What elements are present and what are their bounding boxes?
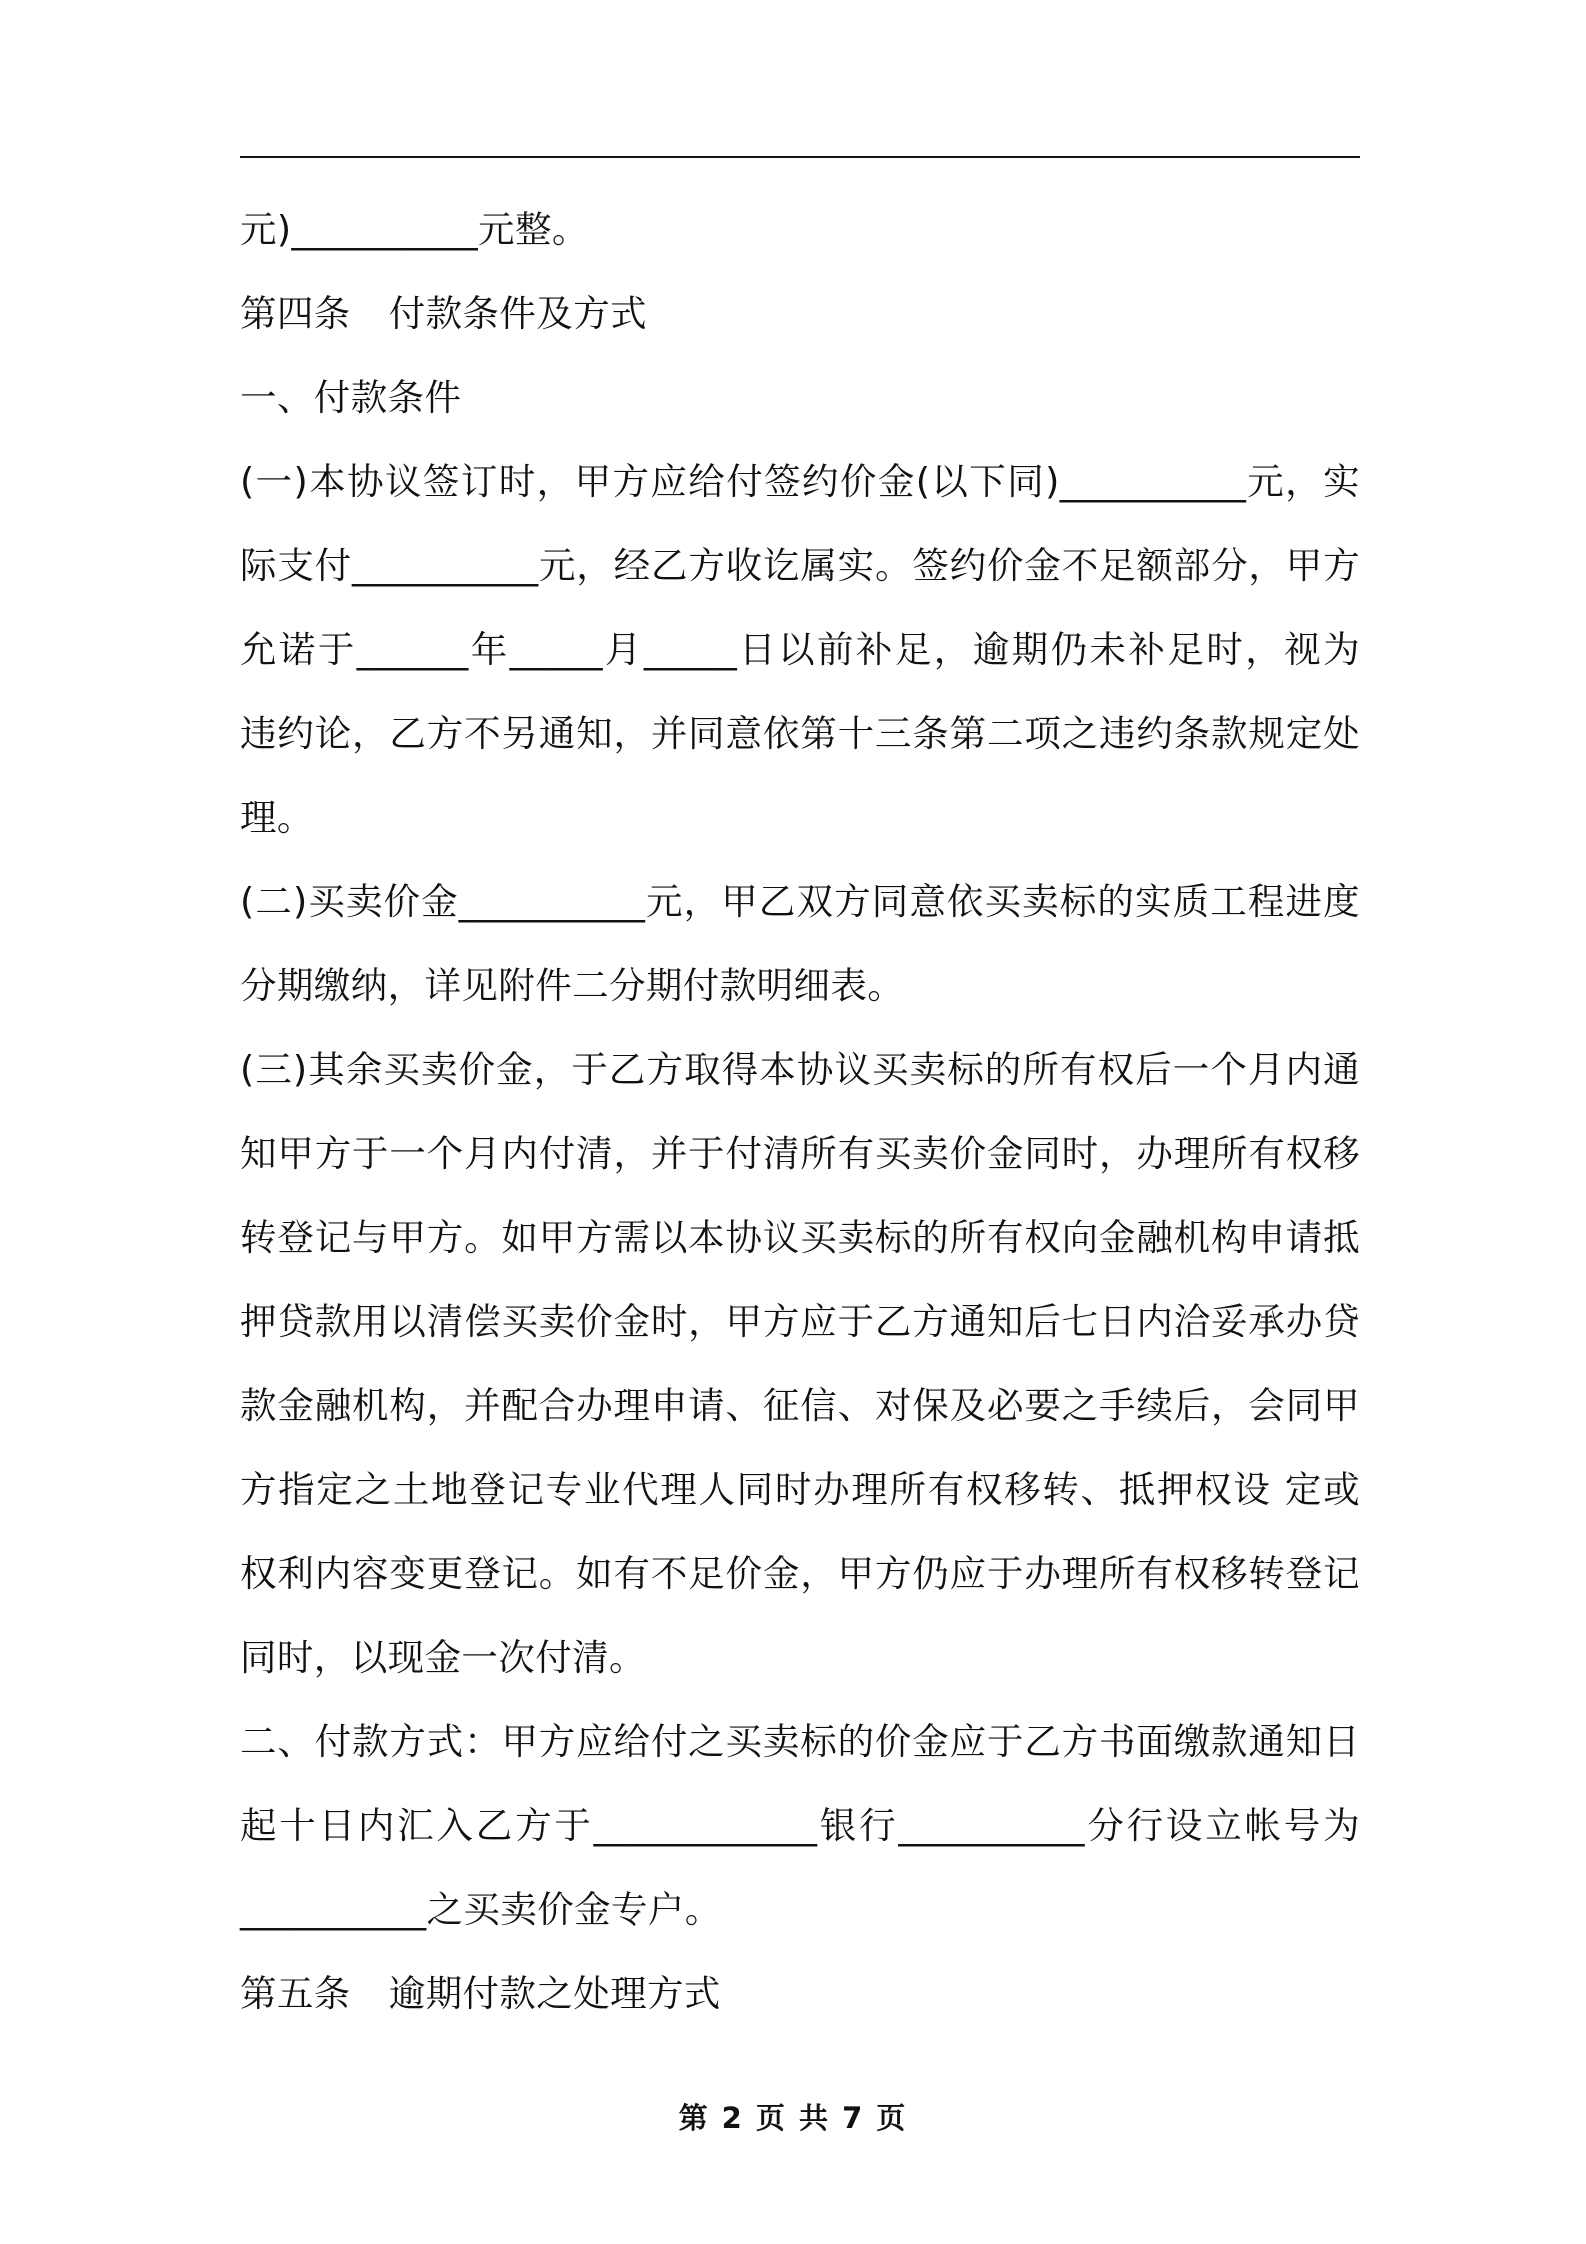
text-line: 转登记与甲方。如甲方需以本协议买卖标的所有权向金融机构申请抵 bbox=[240, 1216, 1360, 1259]
document-body bbox=[240, 188, 1360, 2036]
text-line: 款金融机构，并配合办理申请、征信、对保及必要之手续后，会同甲 bbox=[240, 1384, 1360, 1427]
text-line: __________之买卖价金专户。 bbox=[240, 1888, 722, 1931]
text-line: 起十日内汇入乙方于____________银行__________分行设立帐号为 bbox=[240, 1804, 1360, 1847]
header-rule bbox=[240, 156, 1360, 158]
text-line: 同时，以现金一次付清。 bbox=[240, 1636, 646, 1679]
text-line: 权利内容变更登记。如有不足价金，甲方仍应于办理所有权移转登记 bbox=[240, 1552, 1360, 1595]
article-number: 第五条 bbox=[240, 1972, 351, 2015]
text-line: (二)买卖价金__________元，甲乙双方同意依买卖标的实质工程进度 bbox=[240, 880, 1360, 923]
text-line: 知甲方于一个月内付清，并于付清所有买卖价金同时，办理所有权移 bbox=[240, 1132, 1360, 1175]
text-line: 允诺于______年_____月_____日以前补足，逾期仍未补足时，视为 bbox=[240, 628, 1360, 671]
text-line: 理。 bbox=[240, 796, 314, 839]
article-number: 第四条 bbox=[240, 292, 351, 335]
text-line: 违约论，乙方不另通知，并同意依第十三条第二项之违约条款规定处 bbox=[240, 712, 1360, 755]
page-number-footer: 第 2 页 共 7 页 bbox=[678, 2101, 908, 2135]
article-title: 付款条件及方式 bbox=[388, 292, 648, 335]
text-line: 二、付款方式：甲方应给付之买卖标的价金应于乙方书面缴款通知日 bbox=[240, 1720, 1360, 1763]
text-line: 分期缴纳，详见附件二分期付款明细表。 bbox=[240, 964, 905, 1007]
text-line: (三)其余买卖价金，于乙方取得本协议买卖标的所有权后一个月内通 bbox=[240, 1048, 1360, 1091]
text-line: 押贷款用以清偿买卖价金时，甲方应于乙方通知后七日内洽妥承办贷 bbox=[240, 1300, 1360, 1343]
article-title: 逾期付款之处理方式 bbox=[388, 1972, 721, 2015]
text-line: 方指定之土地登记专业代理人同时办理所有权移转、抵押权设 定或 bbox=[240, 1468, 1360, 1511]
text-line: 元)__________元整。 bbox=[240, 208, 589, 251]
article-heading bbox=[240, 1952, 1360, 2036]
section-heading: 一、付款条件 bbox=[240, 376, 462, 419]
article-heading bbox=[240, 272, 1360, 356]
text-line: 际支付__________元，经乙方收讫属实。签约价金不足额部分，甲方 bbox=[240, 544, 1360, 587]
text-line: (一)本协议签订时，甲方应给付签约价金(以下同)__________元，实 bbox=[240, 460, 1360, 503]
